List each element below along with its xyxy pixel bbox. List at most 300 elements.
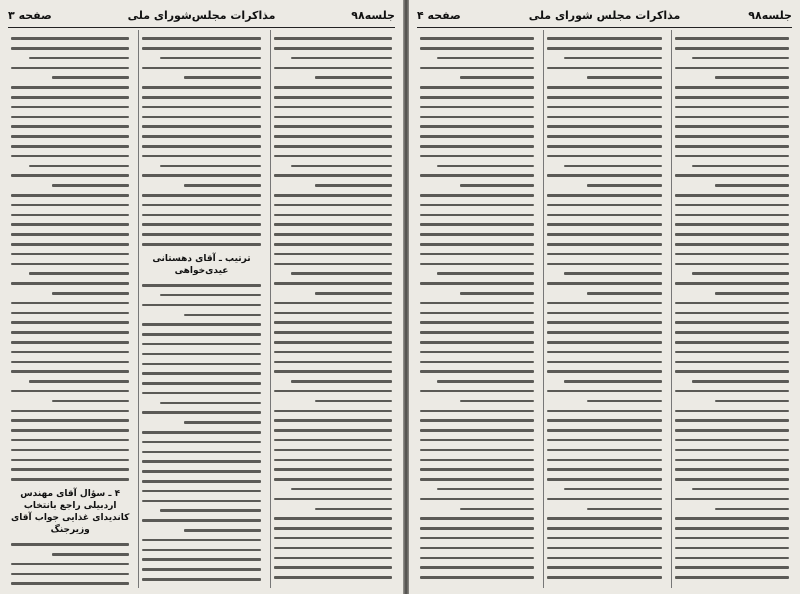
- text-line: [675, 312, 789, 315]
- text-line: [675, 361, 789, 364]
- text-line: [564, 488, 661, 491]
- text-line: [274, 537, 392, 540]
- text-line: [11, 263, 129, 266]
- text-line: [11, 321, 129, 324]
- text-line: [715, 76, 789, 79]
- text-line: [420, 96, 534, 99]
- text-line: [11, 341, 129, 344]
- text-line: [547, 116, 661, 119]
- text-line: [420, 155, 534, 158]
- text-line: [420, 302, 534, 305]
- text-line: [547, 67, 661, 70]
- text-line: [52, 292, 129, 295]
- text-line: [547, 351, 661, 354]
- text-line: [675, 331, 789, 334]
- text-line: [142, 411, 260, 414]
- text-line: [142, 125, 260, 128]
- text-line: [547, 86, 661, 89]
- text-line: [274, 478, 392, 481]
- text-line: [460, 76, 534, 79]
- text-line: [547, 106, 661, 109]
- text-line: [274, 125, 392, 128]
- text-line: [274, 370, 392, 373]
- text-line: [274, 449, 392, 452]
- text-line: [142, 194, 260, 197]
- text-line: [142, 539, 260, 542]
- text-line: [142, 578, 260, 581]
- text-line: [274, 194, 392, 197]
- text-line: [11, 233, 129, 236]
- text-line: [420, 194, 534, 197]
- text-line: [420, 341, 534, 344]
- text-line: [160, 402, 261, 405]
- text-line: [675, 439, 789, 442]
- text-line: [274, 106, 392, 109]
- text-line: [587, 76, 661, 79]
- text-line: [160, 509, 261, 512]
- text-line: [547, 419, 661, 422]
- text-line: [274, 331, 392, 334]
- text-line: [692, 380, 789, 383]
- text-line: [547, 478, 661, 481]
- text-line: [547, 302, 661, 305]
- text-line: [547, 135, 661, 138]
- text-line: [547, 576, 661, 579]
- text-line: [547, 527, 661, 530]
- text-line: [547, 263, 661, 266]
- text-line: [675, 351, 789, 354]
- text-line: [547, 439, 661, 442]
- text-line: [52, 400, 129, 403]
- text-line: [547, 243, 661, 246]
- text-line: [142, 47, 260, 50]
- text-line: [274, 576, 392, 579]
- text-line: [547, 47, 661, 50]
- text-line: [420, 527, 534, 530]
- text-line: [675, 204, 789, 207]
- text-line: [675, 263, 789, 266]
- text-line: [184, 529, 261, 532]
- text-line: [675, 135, 789, 138]
- text-line: [274, 429, 392, 432]
- text-line: [11, 155, 129, 158]
- left-page-session: جلسه۹۸: [351, 8, 395, 22]
- text-line: [587, 400, 661, 403]
- text-line: [420, 67, 534, 70]
- text-line: [274, 547, 392, 550]
- text-line: [160, 165, 261, 168]
- right-page-columns: [417, 30, 792, 588]
- text-line: [420, 331, 534, 334]
- text-line: [29, 272, 130, 275]
- text-line: [675, 223, 789, 226]
- text-line: [420, 321, 534, 324]
- text-line: [420, 537, 534, 540]
- text-line: [11, 312, 129, 315]
- text-line: [715, 508, 789, 511]
- text-line: [11, 449, 129, 452]
- text-line: [564, 272, 661, 275]
- text-line: [547, 449, 661, 452]
- text-line: [142, 86, 260, 89]
- text-line: [142, 204, 260, 207]
- text-line: [547, 223, 661, 226]
- left-page-columns: [8, 30, 395, 588]
- text-line: [692, 272, 789, 275]
- text-line: [274, 116, 392, 119]
- text-line: [420, 439, 534, 442]
- text-line: [675, 429, 789, 432]
- text-line: [274, 233, 392, 236]
- section-heading: ۴ ـ سؤال آقای مهندس اردبیلی راجع ‌بانتخاب کاندیدای ‌غذایی ‌جواب آقای وزیرجنگ: [11, 488, 130, 535]
- text-line: [675, 557, 789, 560]
- text-line: [675, 410, 789, 413]
- text-line: [291, 165, 392, 168]
- text-line: [675, 341, 789, 344]
- text-line: [315, 76, 392, 79]
- text-line: [420, 312, 534, 315]
- text-line: [291, 272, 392, 275]
- text-line: [675, 517, 789, 520]
- right-page-column-1: [671, 30, 792, 588]
- text-line: [11, 390, 129, 393]
- text-line: [11, 351, 129, 354]
- text-line: [274, 302, 392, 305]
- text-line: [547, 537, 661, 540]
- text-line: [547, 566, 661, 569]
- text-line: [420, 116, 534, 119]
- text-line: [11, 86, 129, 89]
- text-line: [675, 547, 789, 550]
- text-line: [420, 106, 534, 109]
- text-line: [420, 145, 534, 148]
- text-line: [11, 282, 129, 285]
- text-line: [315, 508, 392, 511]
- text-line: [11, 361, 129, 364]
- text-line: [142, 214, 260, 217]
- text-line: [11, 429, 129, 432]
- text-line: [315, 184, 392, 187]
- text-line: [274, 410, 392, 413]
- text-line: [547, 37, 661, 40]
- text-line: [142, 372, 260, 375]
- text-line: [274, 37, 392, 40]
- text-line: [142, 500, 260, 503]
- text-line: [11, 67, 129, 70]
- text-line: [142, 155, 260, 158]
- text-line: [11, 370, 129, 373]
- text-line: [675, 566, 789, 569]
- text-line: [675, 527, 789, 530]
- text-line: [420, 135, 534, 138]
- text-line: [11, 204, 129, 207]
- text-line: [274, 174, 392, 177]
- text-line: [420, 263, 534, 266]
- text-line: [587, 508, 661, 511]
- text-line: [274, 263, 392, 266]
- text-line: [420, 253, 534, 256]
- text-line: [274, 566, 392, 569]
- text-line: [291, 380, 392, 383]
- text-line: [547, 204, 661, 207]
- text-line: [11, 253, 129, 256]
- text-line: [675, 449, 789, 452]
- text-line: [420, 547, 534, 550]
- text-line: [420, 390, 534, 393]
- text-line: [547, 370, 661, 373]
- text-line: [142, 323, 260, 326]
- text-line: [675, 174, 789, 177]
- text-line: [547, 145, 661, 148]
- text-line: [460, 508, 534, 511]
- text-line: [547, 155, 661, 158]
- text-line: [274, 341, 392, 344]
- text-line: [142, 558, 260, 561]
- text-line: [11, 174, 129, 177]
- text-line: [420, 478, 534, 481]
- text-line: [274, 321, 392, 324]
- text-line: [420, 214, 534, 217]
- text-line: [11, 543, 129, 546]
- text-line: [564, 165, 661, 168]
- text-line: [547, 233, 661, 236]
- text-line: [29, 380, 130, 383]
- left-page-header: [8, 6, 395, 28]
- text-line: [437, 272, 534, 275]
- text-line: [675, 498, 789, 501]
- text-line: [11, 47, 129, 50]
- text-line: [274, 282, 392, 285]
- text-line: [547, 312, 661, 315]
- text-line: [420, 351, 534, 354]
- text-line: [11, 214, 129, 217]
- text-line: [274, 459, 392, 462]
- text-line: [675, 37, 789, 40]
- text-line: [11, 582, 129, 585]
- text-line: [184, 314, 261, 317]
- text-line: [184, 184, 261, 187]
- text-line: [547, 194, 661, 197]
- left-page-title: مذاکرات مجلس‌شورای ملی: [127, 8, 276, 22]
- text-line: [11, 125, 129, 128]
- text-line: [675, 233, 789, 236]
- text-line: [675, 243, 789, 246]
- text-line: [274, 498, 392, 501]
- text-line: [564, 57, 661, 60]
- text-line: [675, 253, 789, 256]
- text-line: [274, 243, 392, 246]
- text-line: [11, 459, 129, 462]
- text-line: [29, 57, 130, 60]
- text-line: [715, 400, 789, 403]
- text-line: [675, 145, 789, 148]
- text-line: [52, 184, 129, 187]
- text-line: [291, 57, 392, 60]
- text-line: [547, 125, 661, 128]
- text-line: [675, 86, 789, 89]
- text-line: [547, 459, 661, 462]
- text-line: [142, 96, 260, 99]
- text-line: [460, 292, 534, 295]
- text-line: [547, 321, 661, 324]
- text-line: [420, 361, 534, 364]
- text-line: [587, 292, 661, 295]
- text-line: [420, 517, 534, 520]
- text-line: [142, 363, 260, 366]
- right-page-column-2: [543, 30, 664, 588]
- text-line: [274, 361, 392, 364]
- text-line: [11, 573, 129, 576]
- text-line: [420, 419, 534, 422]
- section-heading: ترتیب ـ آقای ‌دهستانی ‌عیدی‌خواهی: [152, 253, 251, 276]
- text-line: [29, 165, 130, 168]
- text-line: [274, 312, 392, 315]
- text-line: [274, 67, 392, 70]
- text-line: [420, 86, 534, 89]
- text-line: [274, 439, 392, 442]
- text-line: [274, 390, 392, 393]
- right-page-session: جلسه۹۸: [748, 8, 792, 22]
- text-line: [142, 470, 260, 473]
- text-line: [142, 67, 260, 70]
- text-line: [420, 576, 534, 579]
- text-line: [437, 165, 534, 168]
- text-line: [274, 135, 392, 138]
- text-line: [564, 380, 661, 383]
- text-line: [142, 145, 260, 148]
- text-line: [420, 37, 534, 40]
- text-line: [142, 431, 260, 434]
- text-line: [142, 174, 260, 177]
- text-line: [437, 57, 534, 60]
- text-line: [420, 468, 534, 471]
- text-line: [274, 214, 392, 217]
- text-line: [142, 451, 260, 454]
- text-line: [675, 370, 789, 373]
- left-page-number: صفحه ۳: [8, 8, 52, 22]
- text-line: [437, 380, 534, 383]
- text-line: [142, 441, 260, 444]
- text-line: [52, 553, 129, 556]
- right-page-title: مذاکرات مجلس شورای ملی: [528, 8, 681, 22]
- text-line: [675, 67, 789, 70]
- right-page-number: صفحه ۴: [417, 8, 461, 22]
- text-line: [291, 488, 392, 491]
- text-line: [420, 204, 534, 207]
- text-line: [142, 568, 260, 571]
- text-line: [274, 86, 392, 89]
- text-line: [675, 302, 789, 305]
- text-line: [675, 116, 789, 119]
- text-line: [547, 390, 661, 393]
- text-line: [274, 351, 392, 354]
- text-line: [547, 214, 661, 217]
- text-line: [547, 96, 661, 99]
- text-line: [460, 184, 534, 187]
- text-line: [675, 194, 789, 197]
- text-line: [142, 549, 260, 552]
- text-line: [11, 145, 129, 148]
- text-line: [11, 410, 129, 413]
- text-line: [142, 223, 260, 226]
- text-line: [547, 429, 661, 432]
- text-line: [547, 331, 661, 334]
- text-line: [315, 400, 392, 403]
- text-line: [11, 243, 129, 246]
- text-line: [11, 302, 129, 305]
- left-page-column-3: [8, 30, 132, 588]
- text-line: [547, 410, 661, 413]
- text-line: [184, 421, 261, 424]
- text-line: [420, 223, 534, 226]
- text-line: [274, 204, 392, 207]
- text-line: [547, 253, 661, 256]
- text-line: [142, 284, 260, 287]
- text-line: [160, 57, 261, 60]
- text-line: [142, 480, 260, 483]
- text-line: [715, 184, 789, 187]
- text-line: [274, 253, 392, 256]
- text-line: [142, 392, 260, 395]
- text-line: [675, 419, 789, 422]
- right-page-column-3: [417, 30, 537, 588]
- text-line: [142, 490, 260, 493]
- text-line: [675, 468, 789, 471]
- text-line: [547, 174, 661, 177]
- text-line: [675, 282, 789, 285]
- text-line: [420, 174, 534, 177]
- text-line: [692, 165, 789, 168]
- text-line: [274, 47, 392, 50]
- text-line: [142, 135, 260, 138]
- text-line: [675, 214, 789, 217]
- text-line: [420, 370, 534, 373]
- text-line: [142, 106, 260, 109]
- text-line: [274, 527, 392, 530]
- left-page-column-2: [138, 30, 263, 588]
- text-line: [11, 116, 129, 119]
- text-line: [274, 96, 392, 99]
- left-page-column-1: [270, 30, 395, 588]
- text-line: [692, 57, 789, 60]
- text-line: [11, 478, 129, 481]
- text-line: [460, 400, 534, 403]
- text-line: [692, 488, 789, 491]
- text-line: [547, 468, 661, 471]
- text-line: [160, 294, 261, 297]
- text-line: [274, 419, 392, 422]
- text-line: [715, 292, 789, 295]
- text-line: [52, 76, 129, 79]
- text-line: [675, 537, 789, 540]
- text-line: [274, 517, 392, 520]
- text-line: [675, 321, 789, 324]
- right-page-header: [417, 6, 792, 28]
- text-line: [11, 563, 129, 566]
- text-line: [315, 292, 392, 295]
- text-line: [142, 519, 260, 522]
- text-line: [420, 243, 534, 246]
- text-line: [142, 233, 260, 236]
- right-page: [409, 0, 800, 594]
- text-line: [142, 304, 260, 307]
- text-line: [547, 361, 661, 364]
- text-line: [420, 459, 534, 462]
- text-line: [420, 566, 534, 569]
- text-line: [420, 282, 534, 285]
- text-line: [142, 243, 260, 246]
- text-line: [547, 517, 661, 520]
